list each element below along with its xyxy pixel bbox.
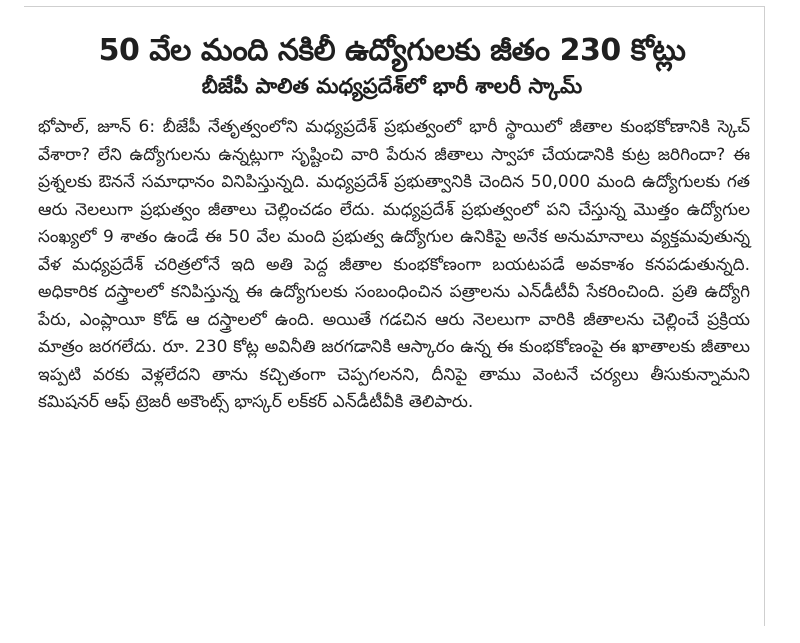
subheadline: బీజేపీ పాలిత మధ్యప్రదేశ్‌లో భారీ శాలరీ స్కామ్ bbox=[201, 74, 583, 98]
news-article bbox=[24, 12, 760, 417]
top-divider bbox=[24, 6, 764, 7]
column-divider bbox=[764, 6, 765, 626]
article-body: భోపాల్, జూన్ 6: బీజేపీ నేతృత్వంలోని మధ్యప్రదేశ్ ప్రభుత్వంలో భారీ స్థాయిలో జీతాల కుంభకోణానికి స్కెచ్ వేశారా? లేని ఉద్యోగులను ఉన్నట్లుగా సృష్టించి వారి పేరున జీతాలు స్వాహా చేయడానికి కుట్ర జరిగిందా? ఈ ప్రశ్నలకు ఔననే సమాధానం వినిపిస్తున్నది. మధ్యప్రదేశ్ ప్రభుత్వానికి చెందిన 50,000 మంది ఉద్యోగులకు గత ఆరు నెలలుగా ప్రభుత్వం జీతాలు చెల్లించడం లేదు. మధ్యప్రదేశ్ ప్రభుత్వంలో పని చేస్తున్న మొత్తం ఉద్యోగుల సంఖ్యలో 9 శాతం ఉండే ఈ 50 వేల మంది ప్రభుత్వ ఉద్యోగుల ఉనికిపై అనేక అనుమానాలు వ్యక్తమవుతున్న వేళ మధ్యప్రదేశ్ చరిత్రలోనే ఇది అతి పెద్ద జీతాల కుంభకోణంగా బయటపడే అవకాశం కనపడుతున్నది. అధికారిక దస్త్రాలలో కనిపిస్తున్న ఈ ఉద్యోగులకు సంబంధించిన పత్రాలను ఎన్‌డీటీవీ సేకరించింది. ప్రతి ఉద్యోగి పేరు, ఎంప్లాయీ కోడ్ ఆ దస్త్రాలలో ఉంది. అయితే గడచిన ఆరు నెలలుగా వారికి జీతాలను చెల్లించే ప్రక్రియ మాత్రం జరగలేదు. రూ. 230 కోట్ల అవినీతి జరగడానికి ఆస్కారం ఉన్న ఈ కుంభకోణంపై ఈ ఖాతాలకు జీతాలు ఇప్పటి వరకు వెళ్లలేదని తాను కచ్చితంగా చెప్పగలనని, దీనిపై తాము వెంటనే చర్యలు తీసుకున్నామని కమిషనర్ ఆఫ్ ట్రెజరీ అకౌంట్స్ భాస్కర్ లక్‌కర్ ఎన్‌డీటీవీకి తెలిపారు. bbox=[38, 117, 750, 412]
headline: 50 వేల మంది నకిలీ ఉద్యోగులకు జీతం 230 కోట్లు bbox=[98, 33, 686, 68]
